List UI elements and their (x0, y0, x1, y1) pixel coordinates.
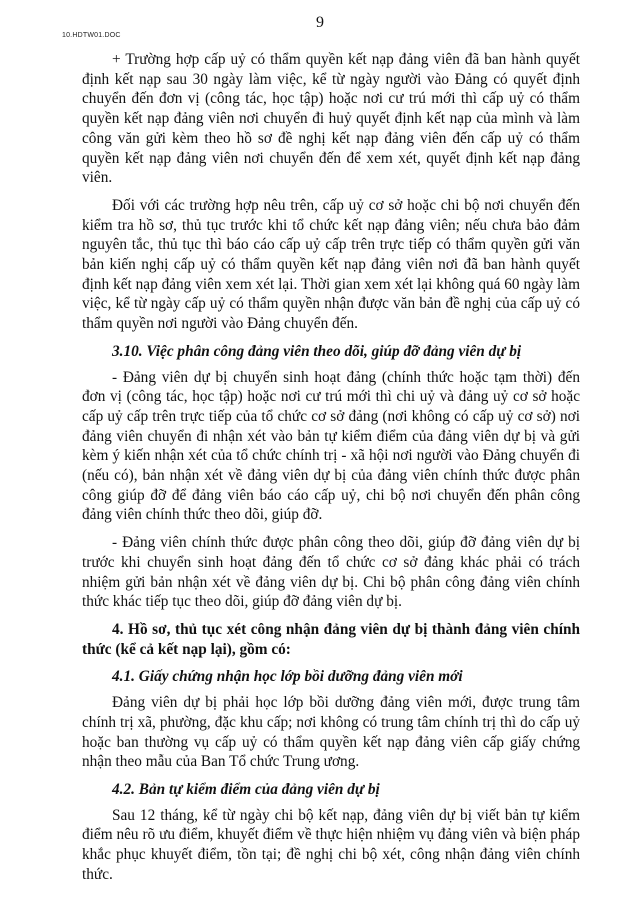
document-body (82, 50, 580, 884)
paragraph-probationary-transfer: - Đảng viên dự bị chuyển sinh hoạt đảng (chính thức hoặc tạm thời) đến đơn vị (công tác, học tập) hoặc nơi cư trú mới thì chi uỷ và đảng uỷ cơ sở hoặc cấp uỷ cấp trên trực tiếp của tổ chức cơ sở đảng (nơi không có cấp uỷ cơ sở) nơi đảng viên chuyển đi nhận xét vào bản tự kiểm điểm của đảng viên dự bị và gửi kèm ý kiến nhận xét của tổ chức chính trị - xã hội nơi người vào Đảng chuyển đi (nếu có), bản nhận xét về đảng viên dự bị của đảng viên chính thức được phân công giúp đỡ để đảng viên báo cáo cấp uỷ, chi bộ nơi chuyển đến phân công đảng viên chính thức theo dõi, giúp đỡ. (82, 368, 580, 524)
paragraph-official-member-transfer: - Đảng viên chính thức được phân công theo dõi, giúp đỡ đảng viên dự bị trước khi chuyển sinh hoạt đảng đến tổ chức cơ sở đảng khác phải có trách nhiệm gửi bản nhận xét về đảng viên dự bị. Chi bộ phân công đảng viên chính thức khác tiếp tục theo dõi, giúp đỡ đảng viên dự bị. (82, 534, 580, 611)
page-number: 9 (316, 14, 324, 31)
heading-section-4: 4. Hồ sơ, thủ tục xét công nhận đảng viên dự bị thành đảng viên chính thức (kể cả kết nạp lại), gồm có: (82, 620, 580, 658)
paragraph-self-assessment: Sau 12 tháng, kể từ ngày chi bộ kết nạp, đảng viên dự bị viết bản tự kiểm điểm nêu rõ ưu điểm, khuyết điểm về thực hiện nhiệm vụ đảng viên và biện pháp khắc phục khuyết điểm, tồn tại; đề nghị chi bộ xét, công nhận đảng viên chính thức. (82, 806, 580, 883)
heading-4-1: 4.1. Giấy chứng nhận học lớp bồi dưỡng đảng viên mới (112, 668, 463, 686)
paragraph-training-certificate: Đảng viên dự bị phải học lớp bồi dưỡng đảng viên mới, được trung tâm chính trị xã, phường, đặc khu cấp; nơi không có trung tâm chính trị thì do cấp uỷ hoặc ban thường vụ cấp uỷ có thẩm quyền kết nạp đảng viên cấp giấy chứng nhận theo mẫu của Ban Tổ chức Trung ương. (82, 694, 580, 771)
paragraph-transfer-case: + Trường hợp cấp uỷ có thẩm quyền kết nạp đảng viên đã ban hành quyết định kết nạp sau 30 ngày làm việc, kể từ ngày người vào Đảng có quyết định chuyển đến đơn vị (công tác, học tập) hoặc nơi cư trú mới thì cấp uỷ có thẩm quyền kết nạp đảng viên nơi chuyển đi huỷ quyết định kết nạp của mình và làm công văn gửi kèm theo hồ sơ đề nghị kết nạp đảng viên đến cấp uỷ có thẩm quyền kết nạp đảng viên nơi chuyển đến để xem xét, quyết định kết nạp đảng viên. (82, 51, 580, 187)
heading-4-2: 4.2. Bản tự kiểm điểm của đảng viên dự bị (112, 780, 380, 798)
paragraph-review-procedure: Đối với các trường hợp nêu trên, cấp uỷ cơ sở hoặc chi bộ nơi chuyển đến kiểm tra hồ sơ, thủ tục trước khi tổ chức kết nạp đảng viên; nếu chưa bảo đảm nguyên tắc, thủ tục thì báo cáo cấp uỷ cấp trên trực tiếp có thẩm quyền gửi văn bản kiến nghị cấp uỷ có thẩm quyền kết nạp đảng viên nơi đã ban hành quyết định kết nạp đảng viên xem xét lại. Thời gian xem xét lại không quá 60 ngày làm việc, kể từ ngày cấp uỷ có thẩm quyền nhận được văn bản đề nghị của cấp uỷ có thẩm quyền nơi người vào Đảng chuyển đến. (82, 196, 580, 333)
heading-3-10: 3.10. Việc phân công đảng viên theo dõi, giúp đỡ đảng viên dự bị (112, 342, 522, 360)
document-file-id: 10.HDTW01.DOC (62, 32, 121, 39)
